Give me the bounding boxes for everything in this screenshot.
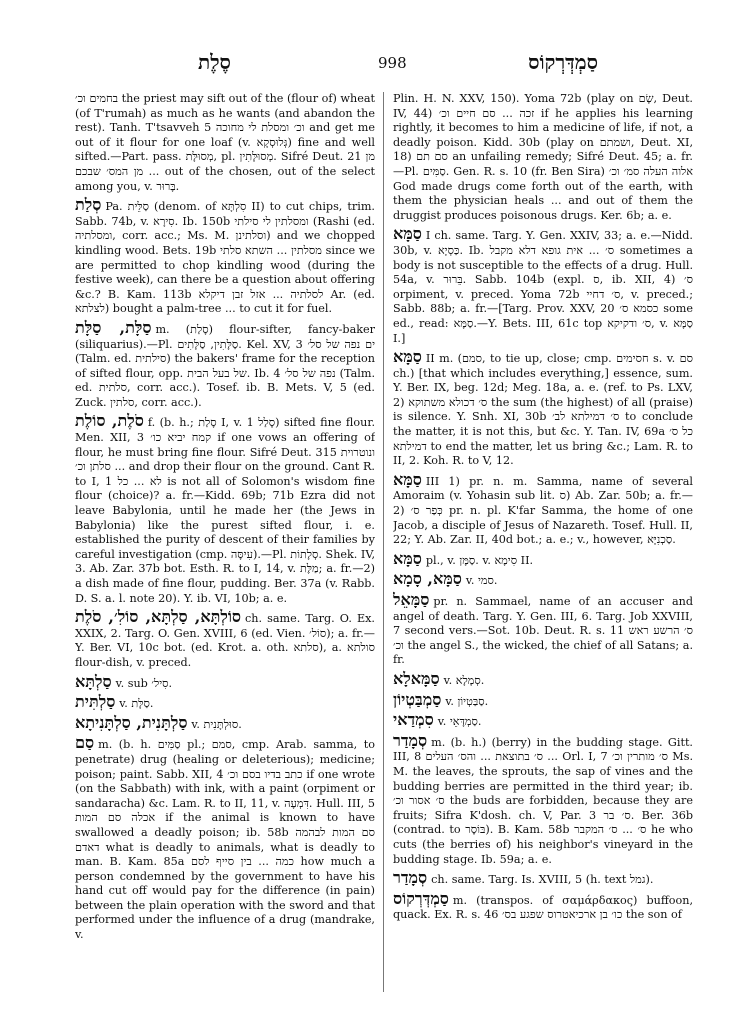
entry-definition: m. (סָלַת) flour-sifter, fancy-baker (siliquarius).—Pl. סַלָּתִין, סַלָּתִים. Kel. XV, 3 ים נפה של סל׳ (Talm. ed. סילתית) the bakers' frame for the reception of sifted flour, opp. של בעל הבית. Ib. 4 נפה של סל׳ (Talm. ed. סלתית, corr. acc.). Tosef. ib. B. Mets. V, 5 (ed. Zuck. סלתין, corr. acc.).: [75, 322, 375, 409]
entry-definition: Pa. סַלֵּית (denom. of סִלְתָּא II) to cut chips, trim. Sabb. 74b, v. סִירָא. Ib. 150b ומסלתין לי סילתי (Rashi (ed. ומסלתיה, corr. acc.; Ms. M. וסלתינן) and we chopped kindling wood. Bets. 19b מסלתין ... השתא סלתי since we are permitted to chop kindling wood (during the festive week), can there be a question about offering &c.? B. Kam. 113b לסלתיה ... אזל זבן דיקלא Ar. (ed. לצלתא) bought a palm-tree ... to cut it for fuel.: [75, 200, 375, 316]
entry-headword: סַמְדְּרְקוֹס: [393, 888, 449, 908]
entry-definition: II m. (סמם, to tie up, close; cmp. חסימים s. v. סם ch.) [that which includes everything,] essence, sum. Y. Ber. IX, beg. 12d; Meg. 18a, a. e. (ref. to Ps. LXV, 2) ס׳ דכולא משתוקא the sum (the highest) of all (praise) is silence. Y. Snh. XI, 30b ס׳ דמילתא לב׳ to conclude the matter, it is not this, but &c. Y. Tan. IV, 69a כל ס׳ דמילתא to end the matter, let us bring &c.; Lam. R. to II, 2. Koh. R. to V, 12.: [393, 352, 693, 468]
entry-definition: v. סַבַּטְיוֹן.: [445, 694, 489, 708]
entry-headword: סַמָּאֵל: [393, 590, 430, 609]
entry-definition: I ch. same. Targ. Y. Gen. XXIV, 33; a. e.—Nidd. 30b, v. כַּסְיָא. Ib. ס׳ ... אית גופא דלא מקבל sometimes a body is not susceptible to the effects of a drug. Hull. 54a, v. בֵּרוּר. Sabb. 104b (expl. ס, ib. XII, 4) ס׳ orpiment, v. preced. Yoma 72b ס׳ דחיי, v. preced.; Sabb. 88b; a. fr.—[Targ. Prov. XXV, 20 כסמא ס׳ some ed., read: סַמָּא.—Y. Bets. III, 61c top ס׳ ודקיקא, v. סַמָּא I.]: [393, 229, 693, 345]
entry-definition: m. (b. h. סַמִּים pl.; סמם, cmp. Arab. samma, to penetrate) drug (healing or deleterious); medicine; poison; paint. Sabb. XII, 4 כתב בדיו בסם וכ׳ if one wrote (on the Sabbath) with ink, with a paint (orpiment or sandaracha) &c. Lam. R. to II, 11, v. דִּמְעָה. Hull. III, 5 אכלה סם המות if the animal is known to have swallowed a deadly poison; ib. 58b סם המות לבהמה דאדם what is deadly to animals, what is deadly to man. B. Kam. 85a כמה ... בין סייף לסם how much a person condemned by the government to have his hand cut off would pay for the difference (in pain) between the plain operation with the sword and that performed under the influence of a drug (mandrake, v.: [75, 738, 375, 942]
dictionary-entry: [393, 668, 693, 689]
dictionary-entry: [393, 569, 693, 589]
entry-headword: סַמָּא, סָמָא: [393, 569, 462, 589]
left-column: [75, 92, 375, 997]
column-divider: [383, 92, 384, 992]
entry-definition: v. סַלָּת.: [119, 697, 154, 711]
entry-headword: סוֹלְתָּא, סַלְתָּא, סוֹלִ׳, סֹלֶת: [75, 607, 242, 627]
entry-definition: m. (transpos. of σαμάρδακος) buffoon, quack. Ex. R. s. 46 כו׳ בן ארכיאטרוס שפגע בס׳ the son of: [393, 893, 693, 922]
entry-headword: סְמָדַר: [393, 868, 428, 888]
entry-definition: v. סמי.: [465, 574, 498, 588]
entry-headword: סַמְבַּטְיוֹן: [393, 689, 442, 709]
dictionary-entry: [393, 469, 693, 548]
entry-headword: סַלְתָּא: [75, 671, 112, 691]
dictionary-entry: [393, 224, 693, 346]
dictionary-entry: [75, 92, 375, 194]
right-running-head: סַמְדְּרְקוֹס: [528, 50, 598, 74]
left-running-head: סֶלֶת: [198, 50, 231, 74]
entry-headword: סַמָּא: [393, 548, 422, 568]
entry-definition: pl., v. סַמָּן. v. סִימָא II.: [425, 553, 534, 567]
entry-headword: סְמָדַר: [393, 730, 428, 750]
entry-headword: סְלַת: [75, 195, 102, 215]
entry-definition: pr. n. Sammael, name of an accuser and angel of death. Targ. Y. Gen. III, 6. Targ. Job XXVIII, 7 second vers.—Sot. 10b. Deut. R. s. 11 ס׳ הרשע ראש וכ׳ the angel S., the wicked, the chief of all Satans; a. fr.: [393, 595, 693, 667]
entry-definition: ch. same. Targ. O. Ex. XXIX, 2. Targ. O. Gen. XVIII, 6 (ed. Vien. סוֹל׳); a. fr.—Y. Ber. VI, 10c bot. (ed. Krot. a. oth. סלתא), a. סולתא flour-dish, v. preced.: [75, 612, 375, 669]
entry-definition: f. (b. h.; סָלַת I, v. סָלַל 1) sifted fine flour. Men. XII, 3 קמח יביא כו׳ if one vows an offering of flour, he must bring fine flour. Sifré Deut. 315 ונוטרוית ... סלתן וכ׳ and drop their flour on the ground. Cant R. to I, 1 לא ... כל is not all of Solomon's wisdom fine flour (choice)? a. fr.—Kidd. 69b; 71b Ezra did not leave Babylonia, until he made her (the Jews in Babylonia) like the purest sifted flour, i. e. established the purity of descent of their families by careful investigation (cmp. עִיסָּה).—Pl. סְלָתוֹת. Shek. IV, 3. Ab. Zar. 37b bot. Esth. R. to I, 14, v. מַלֶּת; a. fr.—2) a dish made of fine flour, pudding. Ber. 37a (v. Rabb. D. S. a. l. note 20). Y. ib. VI, 10b; a. e.: [75, 416, 375, 605]
entry-definition: III 1) pr. n. m. Samma, name of several Amoraim (v. Yohasin sub lit. ס) Ab. Zar. 50b; a. fr.—2) כְּפַר ס׳ pr. n. pl. K'far Samma, the home of one Jacob, a disciple of Jesus of Nazareth. Tosef. Hull. II, 22; Y. Ab. Zar. II, 40d bot.; a. e.; v., however, סַכְנִיָּא.: [393, 474, 693, 547]
entry-headword: סַלְתָּנִית, סַלְתָּנִיתָא: [75, 712, 188, 732]
dictionary-entry: [75, 195, 375, 317]
right-column: [393, 92, 693, 997]
entry-headword: סִמְדַאי: [393, 710, 434, 730]
entry-headword: סַמָּא: [393, 347, 422, 367]
dictionary-entry: [75, 692, 375, 712]
dictionary-entry: [75, 712, 375, 733]
entry-headword: סַלָּת, סַלָּת: [75, 317, 152, 337]
entry-headword: סַמָּאלָא: [393, 668, 440, 688]
entry-definition: v. סַמְדָּאֵי.: [437, 715, 482, 729]
entry-headword: סַם: [75, 733, 95, 753]
entry-definition: ch. same. Targ. Is. XVIII, 5 (h. text גמל).: [431, 873, 654, 887]
entry-headword: סַמָּא: [393, 469, 422, 489]
page-header: [88, 50, 688, 78]
dictionary-entry: [75, 411, 375, 606]
entry-headword: סַמָּא: [393, 224, 422, 244]
dictionary-entry: [75, 671, 375, 692]
dictionary-entry: [75, 733, 375, 942]
entry-headword: סַלְתִּית: [75, 692, 116, 712]
entry-definition: בחמים וכ׳ the priest may sift out of the (flour of) wheat (of T'rumah) as much as he wants (and abandon the rest). Tanh. T'tsavveh 5 וכ׳ ומסלת לי מחוכה and get me out of it flour for one loaf (v. גְּלוּסְקָא) fine and well sifted.—Part. pass. מְסוּלָּת, pl. מְסוּלָּתִין. Sifré Deut. 21 מן ... מן המס׳ שבכם out of the chosen, out of the select among you, v. בָּרוּר.: [75, 92, 375, 193]
entry-definition: v. סוּלְתָּנִית.: [191, 717, 242, 731]
dictionary-entry: [75, 317, 375, 411]
dictionary-entry: [393, 868, 693, 888]
dictionary-entry: [393, 92, 693, 223]
dictionary-entry: [393, 710, 693, 730]
dictionary-entry: [393, 347, 693, 469]
entry-definition: Plin. H. N. XXV, 150). Yoma 72b (play on שָׂם, Deut. IV, 44) זכה ... סם חיים וכ׳ if he applies his learning rightly, it becomes to him a medicine of life, if not, a deadly poison. Kidd. 30b (play on ושמתם, Deut. XI, 18) סם תם an unfailing remedy; Sifré Deut. 45; a. fr.—Pl. סַמִּים. Gen. R. s. 10 (fr. Ben Sira) אלוה העלה סמ׳ וכ׳ God made drugs come forth out of the earth, with them the physician heals ... and out of them the druggist produces poisonous drugs. Ker. 6b; a. e.: [393, 92, 693, 222]
entry-definition: v. סְמָלָא.: [443, 673, 485, 687]
entry-definition: v. sub סִיל׳.: [115, 676, 173, 690]
entry-definition: m. (b. h.) (berry) in the budding stage. Gitt. III, 8 ס׳ בתוצאת ... והס׳ העלים ... Orl. I, 7 ס׳ מותרין וכ׳ Ms. M. the leaves, the sprouts, the sap of vines and the budding berries are permitted in the third year; ib. ס׳ אסור וכ׳ the buds are forbidden, because they are fruits; Sifra K'dosh. ch. V, Par. 3 ס׳ בר. Ber. 36b (contrad. to בּוֹסֶר). B. Kam. 58b ס׳ ... ס׳ המקבר he who cuts (the berries of) his neighbor's vineyard in the budding stage. Ib. 59a; a. e.: [393, 735, 693, 866]
dictionary-entry: [393, 548, 693, 569]
dictionary-entry: [393, 590, 693, 668]
page-number: 998: [378, 54, 407, 72]
dictionary-entry: [75, 607, 375, 670]
dictionary-entry: [393, 888, 693, 923]
dictionary-entry: [393, 689, 693, 710]
entry-headword: סֹלֶת, סוֹלֶת: [75, 411, 144, 431]
dictionary-entry: [393, 730, 693, 867]
